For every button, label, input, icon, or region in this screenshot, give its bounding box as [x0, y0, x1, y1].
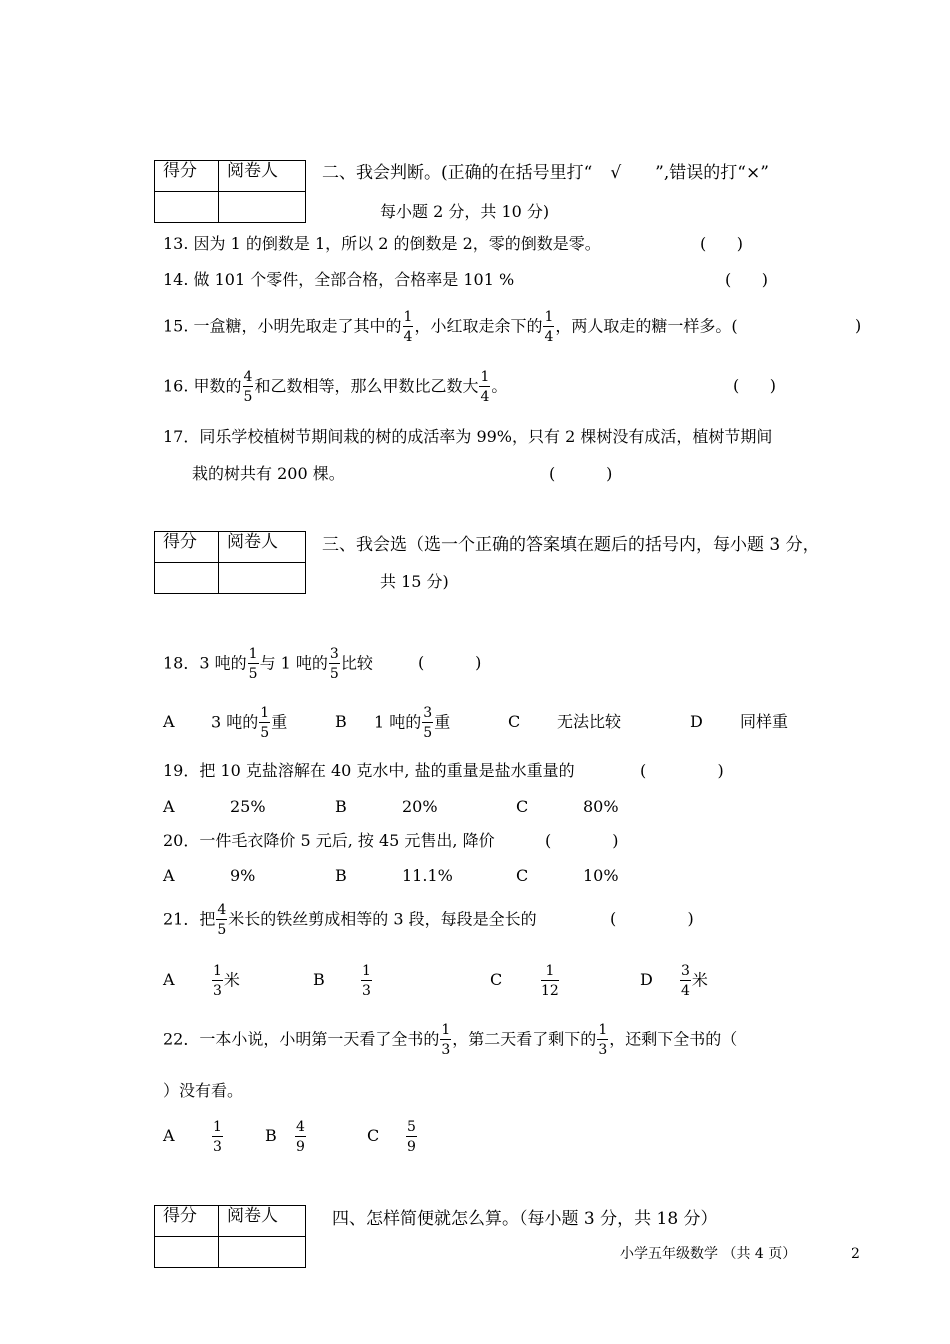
answer-bracket-15-close[interactable]: ): [855, 316, 862, 335]
option-18-d-label: D: [690, 712, 703, 731]
option-18-b-label: B: [335, 712, 347, 731]
fraction: $\frac{1}{3}$: [598, 1022, 608, 1058]
question-17-line2: 栽的树共有 200 棵。: [192, 464, 345, 483]
fraction: $\frac{3}{5}$: [423, 705, 433, 741]
fraction: $\frac{4}{5}$: [243, 369, 253, 405]
fraction: $\frac{1}{4}$: [403, 309, 413, 345]
question-16: 16. 甲数的 $\frac{4}{5}$ 和乙数相等，那么甲数比乙数大 $\frac{1}{4}$ 。: [163, 369, 508, 405]
question-22: 22．一本小说，小明第一天看了全书的 $\frac{1}{3}$ ，第二天看了剩下的 $\frac{1}{3}$ ，还剩下全书的（: [163, 1022, 738, 1058]
fraction: $\frac{4}{5}$: [217, 902, 227, 938]
option-21-b-label: B: [313, 970, 325, 989]
option-20-a[interactable]: 9%: [230, 866, 256, 885]
question-19: 19．把 10 克盐溶解在 40 克水中, 盐的重量是盐水重量的: [163, 761, 575, 780]
option-18-c[interactable]: 无法比较: [557, 712, 622, 731]
fraction: $\frac{1}{5}$: [248, 646, 258, 682]
fraction: $\frac{3}{4}$: [681, 963, 690, 999]
answer-bracket-20[interactable]: ( ): [545, 831, 619, 850]
fraction: $\frac{4}{9}$: [296, 1119, 305, 1155]
fraction: $\frac{1}{3}$: [213, 963, 222, 999]
grader-header: 阅卷人: [219, 1206, 306, 1237]
grader-cell[interactable]: [219, 563, 306, 594]
question-21: 21．把 $\frac{4}{5}$ 米长的铁丝剪成相等的 3 段，每段是全长的: [163, 902, 537, 938]
option-20-b-label: B: [335, 866, 347, 885]
option-20-a-label: A: [163, 866, 175, 885]
question-22-line2: ）没有看。: [163, 1081, 244, 1100]
grader-header: 阅卷人: [219, 161, 306, 192]
answer-bracket-17[interactable]: ( ): [549, 464, 613, 483]
option-18-a-label: A: [163, 712, 175, 731]
fraction: $\frac{1}{3}$: [441, 1022, 451, 1058]
option-22-c-label: C: [367, 1126, 380, 1145]
fraction: $\frac{1}{3}$: [362, 963, 371, 999]
score-cell[interactable]: [155, 563, 219, 594]
answer-bracket-19[interactable]: ( ): [640, 761, 724, 780]
page-number: 2: [851, 1246, 860, 1262]
question-13: 13. 因为 1 的倒数是 1，所以 2 的倒数是 2，零的倒数是零。: [163, 234, 601, 253]
check-mark: √: [610, 163, 622, 183]
option-20-b[interactable]: 11.1%: [402, 866, 453, 885]
option-21-c[interactable]: [540, 964, 560, 998]
answer-bracket-18[interactable]: ( ): [418, 653, 482, 672]
score-cell[interactable]: [155, 1237, 219, 1268]
option-22-b[interactable]: [294, 1120, 307, 1154]
option-22-a[interactable]: [211, 1120, 224, 1154]
fraction: $\frac{1}{3}$: [213, 1119, 222, 1155]
option-21-d[interactable]: $\frac{3}{4}$ 米: [681, 963, 708, 999]
option-21-b[interactable]: [360, 964, 373, 998]
score-box: [154, 160, 306, 223]
question-17-line1: 17．同乐学校植树节期间栽的树的成活率为 99%，只有 2 棵树没有成活，植树节期间: [163, 427, 773, 446]
score-cell[interactable]: [155, 192, 219, 223]
section3-subtitle: 共 15 分): [380, 572, 449, 591]
grader-header: 阅卷人: [219, 532, 306, 563]
option-18-b[interactable]: 1 吨的 $\frac{3}{5}$ 重: [374, 705, 451, 741]
question-15: 15. 一盒糖，小明先取走了其中的 $\frac{1}{4}$ ，小红取走余下的 $\frac{1}{4}$ ，两人取走的糖一样多。(: [163, 309, 738, 345]
fraction: $\frac{1}{5}$: [260, 705, 270, 741]
fraction: $\frac{1}{12}$: [541, 963, 559, 999]
fraction: $\frac{1}{4}$: [544, 309, 554, 345]
grader-cell[interactable]: [219, 192, 306, 223]
option-21-a[interactable]: $\frac{1}{3}$ 米: [213, 963, 240, 999]
option-21-c-label: C: [490, 970, 503, 989]
section2-title: 二、我会判断。(正确的在括号里打“ √ ”,错误的打“×”: [322, 163, 769, 183]
option-22-c[interactable]: [405, 1120, 418, 1154]
option-19-a-label: A: [163, 797, 175, 816]
score-box: [154, 531, 306, 594]
option-20-c[interactable]: 10%: [583, 866, 619, 885]
fraction: $\frac{1}{4}$: [480, 369, 490, 405]
section3-title: 三、我会选（选一个正确的答案填在题后的括号内，每小题 3 分，: [322, 535, 820, 555]
score-header: 得分: [155, 161, 219, 192]
option-19-b-label: B: [335, 797, 347, 816]
option-20-c-label: C: [516, 866, 529, 885]
option-22-b-label: B: [265, 1126, 277, 1145]
fraction: $\frac{5}{9}$: [407, 1119, 416, 1155]
option-18-d[interactable]: 同样重: [740, 712, 789, 731]
option-21-a-label: A: [163, 970, 175, 989]
question-20: 20．一件毛衣降价 5 元后, 按 45 元售出, 降价: [163, 831, 495, 850]
score-box: [154, 1205, 306, 1268]
grader-cell[interactable]: [219, 1237, 306, 1268]
score-header: 得分: [155, 532, 219, 563]
option-21-d-label: D: [640, 970, 653, 989]
question-18: 18．3 吨的 $\frac{1}{5}$ 与 1 吨的 $\frac{3}{5}$ 比较: [163, 646, 373, 682]
answer-bracket-14[interactable]: ( ): [725, 270, 768, 289]
option-18-a[interactable]: 3 吨的 $\frac{1}{5}$ 重: [211, 705, 288, 741]
score-header: 得分: [155, 1206, 219, 1237]
option-22-a-label: A: [163, 1126, 175, 1145]
section4-title: 四、怎样简便就怎么算。（每小题 3 分，共 18 分）: [332, 1209, 718, 1229]
option-19-b[interactable]: 20%: [402, 797, 438, 816]
question-14: 14. 做 101 个零件，全部合格，合格率是 101 %: [163, 270, 515, 289]
option-19-c-label: C: [516, 797, 529, 816]
option-19-c[interactable]: 80%: [583, 797, 619, 816]
section2-subtitle: 每小题 2 分，共 10 分): [380, 202, 550, 221]
fraction: $\frac{3}{5}$: [329, 646, 339, 682]
footer-text: 小学五年级数学 （共 4 页）: [620, 1246, 797, 1262]
option-18-c-label: C: [508, 712, 521, 731]
answer-bracket-16[interactable]: ( ): [733, 376, 776, 395]
option-19-a[interactable]: 25%: [230, 797, 266, 816]
answer-bracket-13[interactable]: ( ): [700, 234, 743, 253]
answer-bracket-21[interactable]: ( ): [610, 909, 694, 928]
